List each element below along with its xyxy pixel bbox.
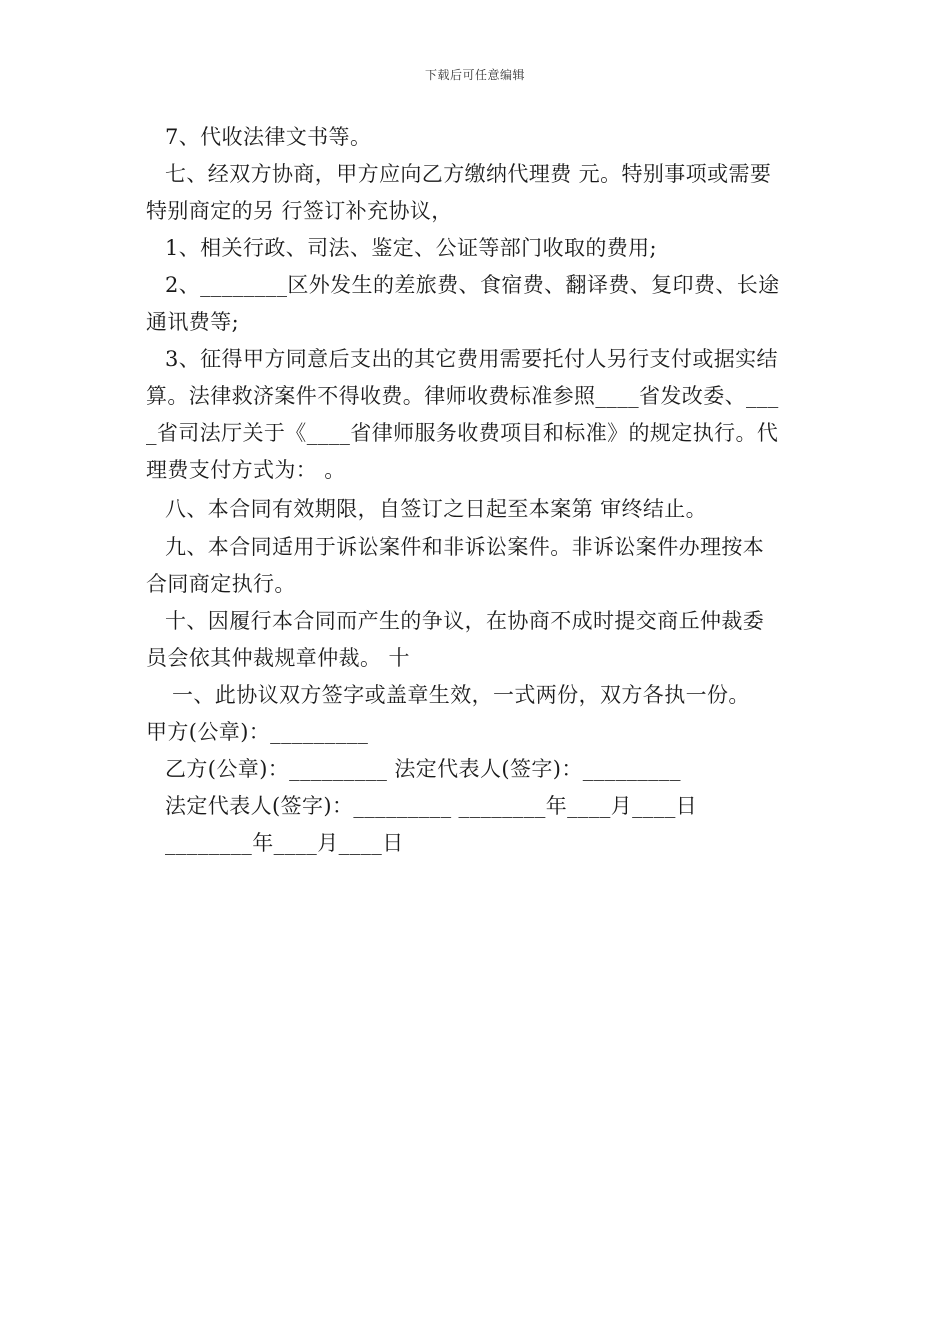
clause-7-item: 7、代收法律文书等。: [165, 125, 372, 149]
clause-seven-line-2: 特别商定的另 行签订补充协议，: [146, 199, 453, 223]
party-a-seal: 甲方(公章)：_________: [146, 720, 369, 744]
clause-nine-line-2: 合同商定执行。: [146, 572, 296, 596]
clause-ten-line-1: 十、因履行本合同而产生的争议，在协商不成时提交商丘仲裁委: [165, 609, 765, 633]
rep-signature-and-date: 法定代表人(签字)：_________ ________年____月____日: [165, 794, 698, 818]
clause-eight: 八、本合同有效期限，自签订之日起至本案第 审终结止。: [165, 497, 708, 521]
party-b-seal-and-rep: 乙方(公章)：_________ 法定代表人(签字)：_________: [165, 757, 681, 781]
date-line: ________年____月____日: [165, 831, 404, 855]
fee-item-3-line-3: _省司法厅关于《____省律师服务收费项目和标准》的规定执行。代: [146, 421, 779, 445]
clause-eleven: 一、此协议双方签字或盖章生效，一式两份，双方各执一份。: [172, 683, 750, 707]
clause-nine-line-1: 九、本合同适用于诉讼案件和非诉讼案件。非诉讼案件办理按本: [165, 535, 765, 559]
header-note: 下载后可任意编辑: [424, 68, 525, 82]
clause-ten-line-2: 员会依其仲裁规章仲裁。 十: [146, 646, 410, 670]
fee-item-1: 1、相关行政、司法、鉴定、公证等部门收取的费用;: [165, 236, 658, 260]
clause-seven-line-1: 七、经双方协商，甲方应向乙方缴纳代理费 元。特别事项或需要: [165, 162, 772, 186]
fee-item-3-line-4: 理费支付方式为： 。: [146, 458, 346, 482]
fee-item-2-line-1: 2、________区外发生的差旅费、食宿费、翻译费、复印费、长途: [165, 273, 780, 297]
fee-item-3-line-1: 3、征得甲方同意后支出的其它费用需要托付人另行支付或据实结: [165, 347, 778, 371]
fee-item-2-line-2: 通讯费等;: [146, 310, 240, 334]
fee-item-3-line-2: 算。法律救济案件不得收费。律师收费标准参照____省发改委、___: [146, 384, 779, 408]
